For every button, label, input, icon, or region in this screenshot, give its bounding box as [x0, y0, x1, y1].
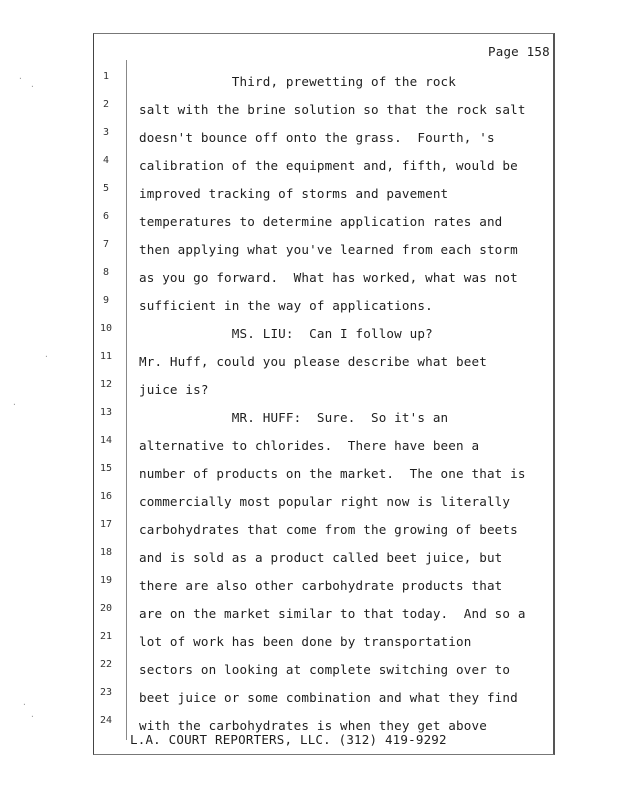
scan-speck: · [12, 400, 17, 409]
line-number: 10 [99, 323, 113, 334]
line-number: 23 [99, 687, 113, 698]
line-text: Mr. Huff, could you please describe what beet [139, 354, 487, 369]
scan-speck: · [44, 352, 49, 361]
line-number: 6 [102, 211, 110, 222]
transcript-line [0, 351, 619, 374]
line-text: commercially most popular right now is literally [139, 494, 511, 509]
scan-speck: · [30, 712, 35, 721]
transcript-line [0, 519, 619, 542]
line-number: 18 [99, 547, 113, 558]
transcript-line [0, 575, 619, 598]
line-text: improved tracking of storms and pavement [139, 186, 449, 201]
line-text: doesn't bounce off onto the grass. Fourth, 's [139, 130, 495, 145]
line-text: and is sold as a product called beet juice, but [139, 550, 503, 565]
line-text: beet juice or some combination and what they find [139, 690, 518, 705]
line-text: carbohydrates that come from the growing of beets [139, 522, 518, 537]
line-number: 9 [102, 295, 110, 306]
transcript-line [0, 295, 619, 318]
transcript-line [0, 379, 619, 402]
line-number: 16 [99, 491, 113, 502]
line-text: with the carbohydrates is when they get above [139, 718, 487, 733]
line-text: juice is? [139, 382, 209, 397]
line-text: there are also other carbohydrate products that [139, 578, 503, 593]
line-text: are on the market similar to that today. And so a [139, 606, 526, 621]
court-reporter-footer: L.A. COURT REPORTERS, LLC. (312) 419-9292 [130, 732, 447, 747]
line-number: 12 [99, 379, 113, 390]
page-number: Page 158 [488, 44, 550, 59]
transcript-line [0, 463, 619, 486]
line-number: 1 [102, 71, 110, 82]
transcript-line [0, 687, 619, 710]
transcript-line [0, 71, 619, 94]
line-number: 17 [99, 519, 113, 530]
line-number: 5 [102, 183, 110, 194]
line-number: 20 [99, 603, 113, 614]
line-number: 3 [102, 127, 110, 138]
transcript-line [0, 323, 619, 346]
transcript-line [0, 491, 619, 514]
scan-speck: · [30, 82, 35, 91]
line-text: MR. HUFF: Sure. So it's an [139, 410, 449, 425]
transcript-line [0, 435, 619, 458]
transcript-line [0, 631, 619, 654]
line-text: calibration of the equipment and, fifth, would be [139, 158, 518, 173]
line-number: 22 [99, 659, 113, 670]
scan-speck: · [18, 74, 23, 83]
transcript-line [0, 127, 619, 150]
line-number: 4 [102, 155, 110, 166]
line-text: temperatures to determine application rates and [139, 214, 503, 229]
line-number: 8 [102, 267, 110, 278]
line-text: sufficient in the way of applications. [139, 298, 433, 313]
line-text: number of products on the market. The one that is [139, 466, 526, 481]
transcript-line [0, 211, 619, 234]
line-text: alternative to chlorides. There have been a [139, 438, 480, 453]
transcript-line [0, 99, 619, 122]
line-number: 15 [99, 463, 113, 474]
line-text: Third, prewetting of the rock [139, 74, 457, 89]
line-text: sectors on looking at complete switching over to [139, 662, 511, 677]
line-number: 19 [99, 575, 113, 586]
line-text: then applying what you've learned from each storm [139, 242, 518, 257]
line-number: 21 [99, 631, 113, 642]
transcript-line [0, 407, 619, 430]
transcript-line [0, 267, 619, 290]
line-number: 11 [99, 351, 113, 362]
line-number: 2 [102, 99, 110, 110]
line-number: 13 [99, 407, 113, 418]
line-text: salt with the brine solution so that the rock salt [139, 102, 526, 117]
transcript-line [0, 239, 619, 262]
transcript-line [0, 183, 619, 206]
line-text: MS. LIU: Can I follow up? [139, 326, 433, 341]
transcript-line [0, 603, 619, 626]
line-number: 7 [102, 239, 110, 250]
line-text: lot of work has been done by transportation [139, 634, 472, 649]
transcript-line [0, 547, 619, 570]
line-text: as you go forward. What has worked, what was not [139, 270, 518, 285]
transcript-line [0, 155, 619, 178]
line-number: 14 [99, 435, 113, 446]
transcript-line [0, 659, 619, 682]
line-number: 24 [99, 715, 113, 726]
scan-speck: · [22, 700, 27, 709]
